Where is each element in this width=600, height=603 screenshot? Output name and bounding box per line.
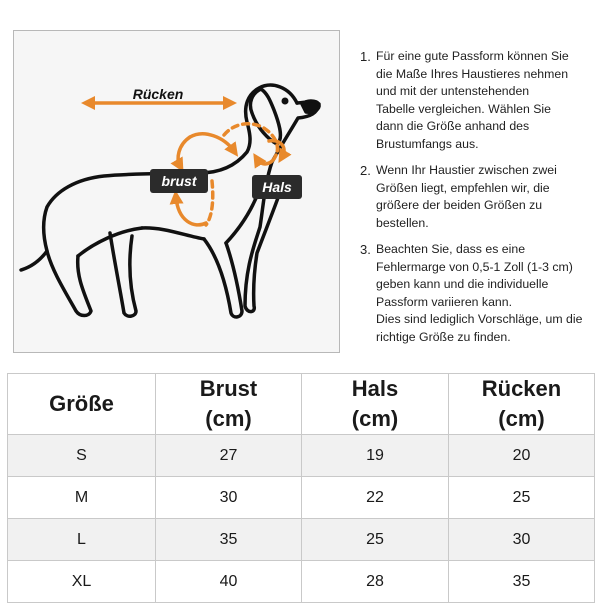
size-cell: S [8,435,156,477]
chest-cell: 27 [156,435,302,477]
note-line: Beachten Sie, dass es eine [376,242,526,256]
size-cell: L [8,519,156,561]
header-neck: Hals (cm) [302,374,449,435]
chest-cell: 30 [156,477,302,519]
neck-label: Hals [262,179,292,195]
note-line: geben kann und die individuelle [376,277,549,291]
table-row [8,435,595,477]
back-cell: 30 [449,519,595,561]
neck-tag [252,175,302,199]
size-chart-table [7,373,595,603]
note-number: 1. [360,49,371,64]
note-line: Dies sind lediglich Vorschläge, um die [376,312,583,326]
note-number: 3. [360,242,371,257]
chest-arrow-side [190,134,234,151]
dog-measurement-diagram [13,30,340,353]
header-size: Größe [8,374,156,435]
header-back: Rücken (cm) [449,374,595,435]
note-line: Für eine gute Passform können Sie [376,49,569,63]
neck-cell: 19 [302,435,449,477]
note-3 [358,241,598,346]
note-number: 2. [360,163,371,178]
neck-cell: 28 [302,561,449,603]
table-header-row [8,374,595,435]
chest-cell: 40 [156,561,302,603]
table-row [8,477,595,519]
back-cell: 35 [449,561,595,603]
note-line: Brustumfangs aus. [376,136,479,151]
neck-cell: 22 [302,477,449,519]
note-line: Passform variieren kann. [376,294,513,309]
note-line: Fehlermarge von 0,5-1 Zoll (1-3 cm) [376,259,573,274]
dog-illustration [14,31,339,352]
chest-arrow-low [176,197,206,225]
note-line: bestellen. [376,215,429,230]
note-line: und mit der untenstehenden [376,84,530,98]
chest-label: brust [161,173,197,189]
chest-arrow-up [178,137,190,166]
back-cell: 25 [449,477,595,519]
note-line: die Maße Ihres Haustieres nehmen [376,66,569,81]
table-row [8,561,595,603]
note-line: Wenn Ihr Haustier zwischen zwei [376,163,557,177]
chest-cell: 35 [156,519,302,561]
header-chest: Brust (cm) [156,374,302,435]
note-line: dann die Größe anhand des [376,119,530,133]
note-line: richtige Größe zu finden. [376,329,511,344]
note-line: Größen liegt, empfehlen wir, die [376,180,550,195]
note-2 [358,162,598,232]
back-label: Rücken [132,86,184,102]
note-1 [358,48,598,153]
chest-tag [150,169,208,193]
note-line: größere der beiden Größen zu [376,198,543,212]
size-cell: XL [8,561,156,603]
neck-cell: 25 [302,519,449,561]
note-line: Tabelle vergleichen. Wählen Sie [376,101,551,116]
measurement-notes [358,48,598,355]
back-cell: 20 [449,435,595,477]
dog-silhouette [21,85,319,317]
table-row [8,519,595,561]
size-cell: M [8,477,156,519]
